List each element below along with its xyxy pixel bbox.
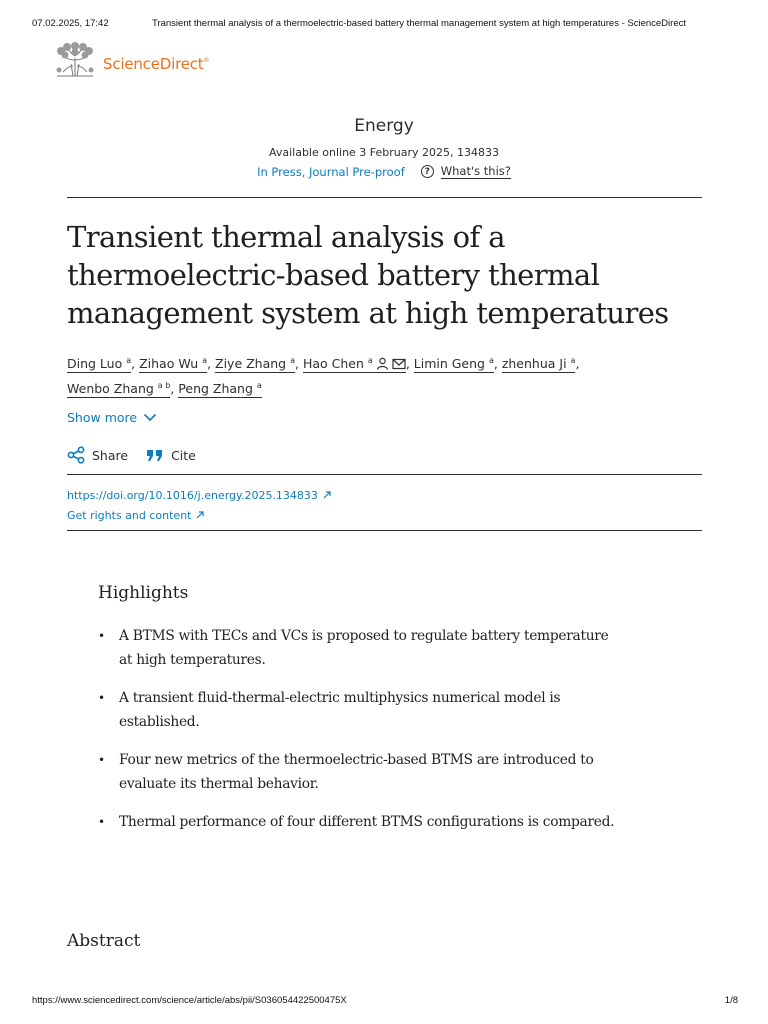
person-icon — [376, 357, 389, 370]
author-link[interactable]: Ziye Zhang $^a$ — [215, 356, 296, 371]
article-status — [0, 164, 768, 179]
author-link[interactable]: Ding Luo $^a$ — [67, 356, 132, 371]
print-page-number: 1/8 — [724, 995, 738, 1006]
whats-this-link[interactable]: What's this? — [440, 164, 511, 178]
author-link[interactable]: Wenbo Zhang $^{a b}$ — [67, 381, 171, 396]
cite-label: Cite — [171, 447, 196, 463]
author-link[interactable]: Peng Zhang $^a$ — [178, 381, 262, 396]
print-timestamp: 07.02.2025, 17:42 — [32, 18, 109, 29]
abstract-heading: Abstract — [67, 931, 141, 951]
divider-top — [67, 197, 702, 198]
show-more-label: Show more — [67, 410, 138, 425]
author-link[interactable]: zhenhua Ji $^a$ — [501, 356, 576, 371]
author-link[interactable]: Limin Geng $^a$ — [413, 356, 494, 371]
share-icon — [67, 446, 85, 464]
author-link[interactable]: Zihao Wu $^a$ — [139, 356, 208, 371]
doi-link[interactable] — [67, 485, 331, 505]
article-links — [67, 485, 331, 525]
print-footer — [32, 995, 738, 1006]
chevron-down-icon — [143, 413, 157, 422]
external-arrow-icon — [323, 491, 331, 499]
article-title: Transient thermal analysis of a thermoelectric-based battery thermal management system at high temperatures — [67, 220, 669, 330]
article-actions — [67, 446, 214, 464]
highlights-heading: Highlights — [98, 583, 189, 603]
rights-link[interactable] — [67, 505, 331, 525]
elsevier-tree-icon — [53, 42, 97, 78]
question-icon[interactable]: ? — [421, 165, 434, 178]
highlight-item: • A BTMS with TECs and VCs is proposed to regulate battery temperature at high temperatures. — [98, 624, 618, 672]
print-header — [32, 18, 738, 29]
print-url: https://www.sciencedirect.com/science/article/abs/pii/S036054422500475X — [32, 995, 347, 1006]
doi-text: https://doi.org/10.1016/j.energy.2025.134833 — [67, 488, 318, 502]
share-label: Share — [92, 447, 129, 463]
highlight-item: • Thermal performance of four different BTMS configurations is compared. — [98, 810, 618, 834]
rights-text: Get rights and content — [67, 508, 192, 522]
divider-actions — [67, 474, 702, 475]
highlights-list — [98, 624, 618, 848]
external-arrow-icon — [196, 511, 204, 519]
in-press-link[interactable]: In Press, Journal Pre-proof — [257, 164, 405, 179]
show-more-button[interactable] — [67, 410, 157, 425]
share-button[interactable] — [67, 446, 128, 464]
brand-name: ScienceDirect® — [103, 55, 210, 73]
divider-links — [67, 530, 702, 531]
highlight-item: • A transient fluid-thermal-electric multiphysics numerical model is established. — [98, 686, 618, 734]
availability-date: Available online 3 February 2025, 134833 — [268, 146, 500, 159]
print-title: Transient thermal analysis of a thermoelectric-based battery thermal management system at high temperatures - ScienceDirect — [152, 18, 686, 29]
journal-header — [0, 116, 768, 136]
cite-quote-icon — [146, 448, 164, 462]
envelope-icon[interactable] — [392, 358, 406, 370]
author-list: Ding Luo $^a$, Zihao Wu $^a$, Ziye Zhang $^a$, Hao Chen $^a$ , Limin Geng $^a$, zhenhua Ji $^a$, Wenbo Zhang $^{a b}$, Peng Zhang $^a$ — [67, 356, 580, 396]
sciencedirect-logo[interactable] — [53, 42, 209, 78]
cite-button[interactable] — [146, 448, 196, 463]
highlight-item: • Four new metrics of the thermoelectric-based BTMS are introduced to evaluate its thermal behavior. — [98, 748, 618, 796]
author-link-corresponding[interactable]: Hao Chen $^a$ — [303, 356, 406, 373]
journal-name[interactable]: Energy — [354, 116, 414, 136]
